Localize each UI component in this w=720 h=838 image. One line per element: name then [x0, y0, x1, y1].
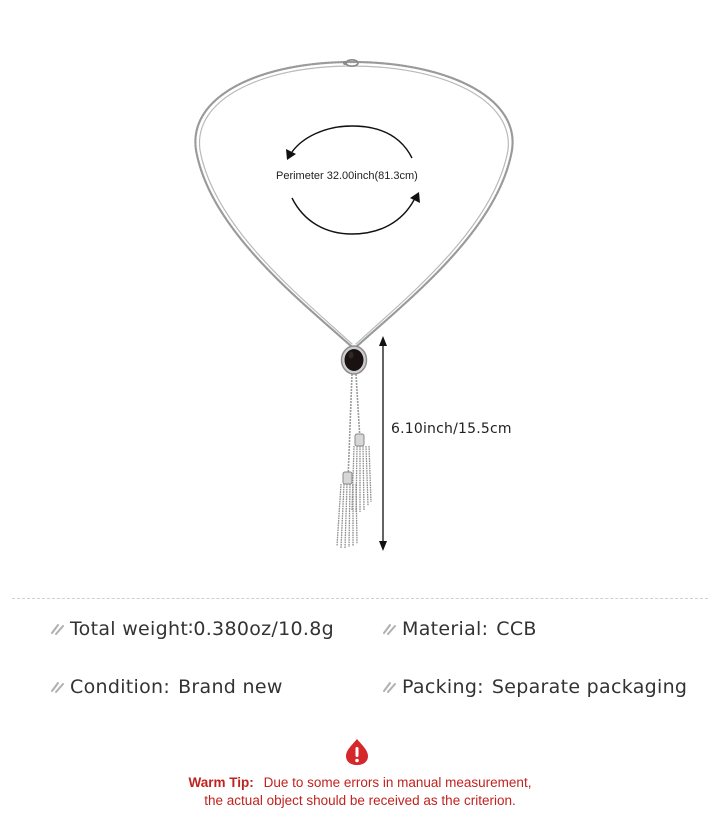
spec-label: Total weight∶: [70, 618, 194, 640]
spec-value: 0.380oz/10.8g: [193, 618, 334, 640]
spec-label: Material:: [402, 618, 489, 640]
arrowhead-left: [286, 149, 296, 160]
spec-value: CCB: [496, 618, 537, 640]
spec-condition: [50, 676, 283, 698]
pencil-bullet-icon: [382, 681, 398, 693]
spec-label: Packing:: [402, 676, 484, 698]
warm-tip-line-2: the actual object should be received as the criterion.: [204, 793, 516, 808]
spec-total-weight: [50, 618, 334, 640]
tassel-cap-left: [343, 472, 352, 484]
perimeter-label: Perimeter 32.00inch(81.3cm): [276, 170, 418, 182]
tassel-cap-right: [355, 434, 364, 446]
length-measure-arrow: [379, 336, 387, 551]
tassel-right: [352, 446, 371, 512]
spec-packing: [382, 676, 687, 698]
warm-tip-text-1: Due to some errors in manual measurement,: [263, 775, 532, 790]
pendant-stone: [342, 346, 367, 374]
pencil-bullet-icon: [50, 623, 66, 635]
warning-drop-icon: [344, 738, 370, 766]
spec-label: Condition:: [70, 676, 171, 698]
spec-value: Separate packaging: [491, 676, 688, 698]
divider: [12, 598, 708, 599]
pendant-length-label: 6.10inch/15.5cm: [391, 421, 512, 437]
spec-material: [382, 618, 537, 640]
warm-tip-line-1: [0, 775, 720, 790]
warm-tip-title: Warm Tip:: [188, 775, 254, 790]
spec-value: Brand new: [178, 676, 283, 698]
pencil-bullet-icon: [50, 681, 66, 693]
pencil-bullet-icon: [382, 623, 398, 635]
arrowhead-right: [410, 192, 420, 203]
necklace-chain: [195, 62, 512, 347]
tassel-left: [337, 484, 357, 548]
